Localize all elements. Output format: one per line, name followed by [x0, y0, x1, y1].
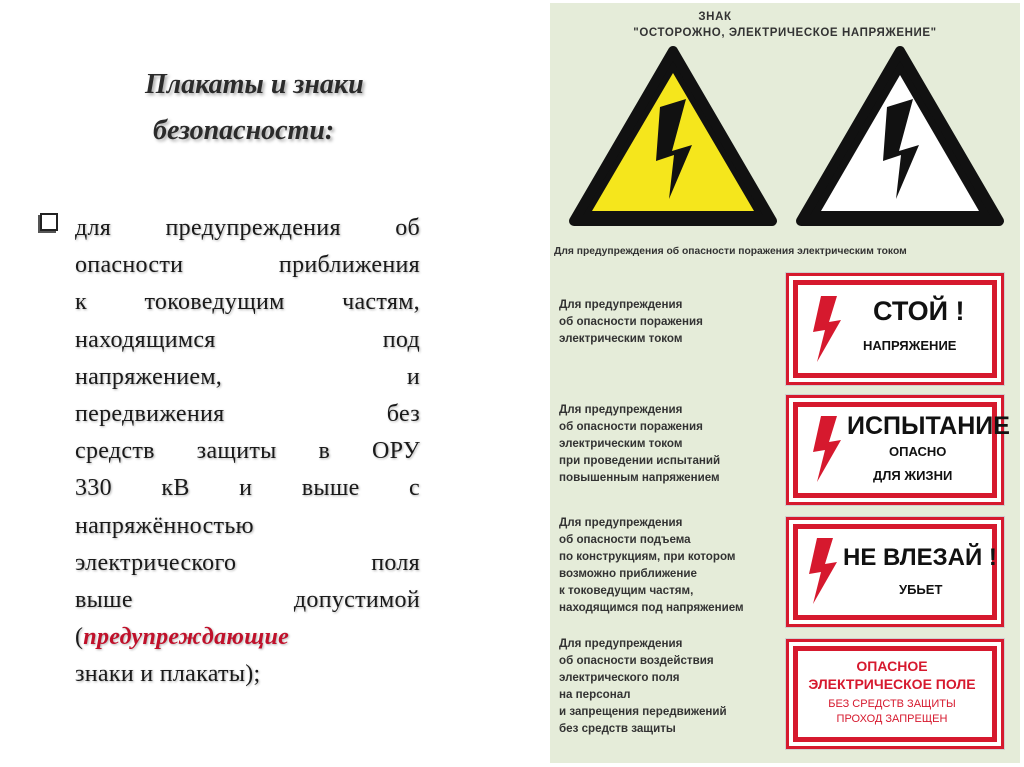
body-line-highlight	[75, 619, 420, 656]
desc-line: электрического поля	[559, 671, 680, 684]
red-lightning-icon	[811, 416, 841, 482]
white-warning-triangle-icon	[795, 45, 1005, 230]
sign-1-description	[559, 296, 779, 347]
paren-open: (	[75, 624, 84, 651]
poster-title-label: ЗНАК	[698, 11, 732, 23]
slide-title-line-1: Плакаты и знаки	[145, 69, 364, 100]
desc-line: повышенным напряжением	[559, 471, 720, 484]
triangle-caption: Для предупреждения об опасности поражения электрическим током	[554, 246, 907, 257]
body-line: находящимся под	[75, 326, 420, 353]
body-line: средств защиты в ОРУ	[75, 438, 420, 465]
sign-4-description	[559, 635, 779, 737]
body-line: напряжением, и	[75, 363, 420, 390]
desc-line: об опасности подъема	[559, 533, 691, 546]
sign-electric-field	[786, 639, 1004, 749]
desc-line: Для предупреждения	[559, 298, 683, 311]
poster-title: "ОСТОРОЖНО, ЭЛЕКТРИЧЕСКОЕ НАПРЯЖЕНИЕ"	[633, 27, 937, 39]
sign-sub-text: БЕЗ СРЕДСТВ ЗАЩИТЫ	[828, 698, 956, 710]
sign-sub-text: ПРОХОД ЗАПРЕЩЕН	[836, 713, 948, 725]
red-lightning-icon	[807, 538, 837, 604]
sign-3-description	[559, 514, 779, 616]
desc-line: электрическим током	[559, 437, 683, 450]
desc-line: без средств защиты	[559, 722, 676, 735]
sign-stop-voltage	[786, 273, 1004, 385]
bullet-text	[75, 210, 420, 693]
desc-line: электрическим током	[559, 332, 683, 345]
desc-line: при проведении испытаний	[559, 454, 721, 467]
desc-line: на персонал	[559, 688, 631, 701]
body-line-last: знаки и плакаты);	[75, 661, 261, 688]
desc-line: Для предупреждения	[559, 403, 683, 416]
body-line: к токоведущим частям,	[75, 289, 420, 316]
body-line: напряжённостью	[75, 512, 254, 539]
safety-signs-poster	[550, 3, 1020, 763]
highlight-term: предупреждающие	[83, 624, 290, 651]
sign-sub-text: ОПАСНО	[889, 444, 947, 459]
checkbox-bullet-icon	[40, 213, 58, 231]
sign-main-line: ЭЛЕКТРИЧЕСКОЕ ПОЛЕ	[808, 676, 976, 692]
desc-line: и запрещения передвижений	[559, 705, 727, 718]
desc-line: Для предупреждения	[559, 516, 683, 529]
desc-line: к токоведущим частям,	[559, 584, 694, 597]
slide-title-line-2: безопасности:	[153, 115, 335, 146]
desc-line: об опасности воздействия	[559, 654, 714, 667]
sign-main-text: НЕ ВЛЕЗАЙ !	[843, 544, 997, 571]
sign-sub-text: НАПРЯЖЕНИЕ	[863, 338, 957, 353]
body-line: передвижения без	[75, 400, 420, 427]
sign-do-not-climb	[786, 517, 1004, 627]
desc-line: Для предупреждения	[559, 637, 683, 650]
slide-title	[145, 62, 364, 154]
sign-testing-danger	[786, 395, 1010, 505]
sign-sub-text: ДЛЯ ЖИЗНИ	[873, 468, 953, 483]
desc-line: по конструкциям, при котором	[559, 550, 736, 563]
yellow-warning-triangle-icon	[568, 45, 778, 230]
sign-sub-text: УБЬЕТ	[899, 582, 943, 597]
desc-line: об опасности поражения	[559, 420, 703, 433]
sign-2-description	[559, 401, 779, 486]
body-line: выше допустимой	[75, 586, 420, 613]
sign-main-text: СТОЙ !	[873, 296, 965, 326]
red-lightning-icon	[811, 296, 841, 362]
body-line: опасности приближения	[75, 252, 420, 279]
desc-line: находящимся под напряжением	[559, 601, 744, 614]
body-line: 330 кВ и выше с	[75, 475, 420, 502]
sign-main-text: ИСПЫТАНИЕ	[847, 412, 1010, 440]
desc-line: об опасности поражения	[559, 315, 703, 328]
body-line: электрического поля	[75, 549, 420, 576]
body-line: для предупреждения об	[75, 215, 420, 241]
sign-main-line: ОПАСНОЕ	[856, 658, 928, 674]
desc-line: возможно приближение	[559, 567, 697, 580]
